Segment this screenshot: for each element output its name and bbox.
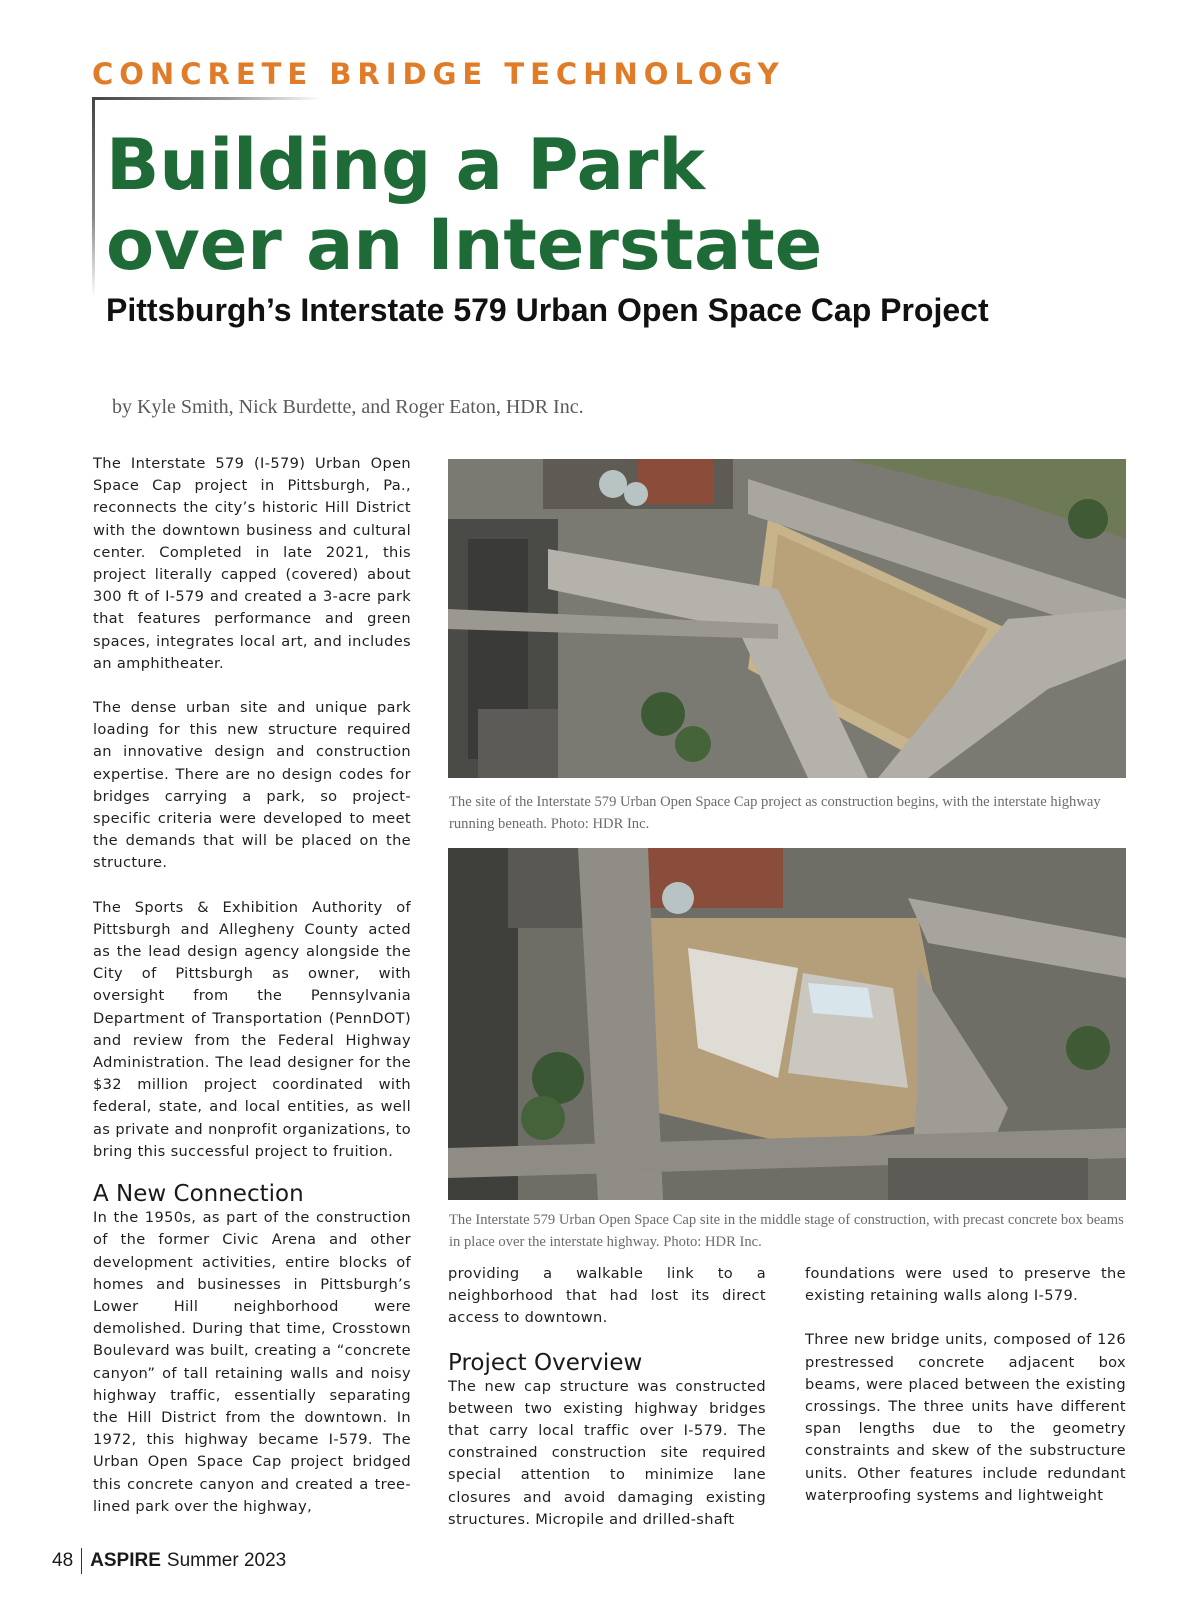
section-heading-project-overview: Project Overview xyxy=(448,1349,643,1376)
paragraph: The Interstate 579 (I-579) Urban Open Space Cap project in Pittsburgh, Pa., reconnects the city’s historic Hill District with the downtown business and cultural center. Completed in late 2021, this project literally capped (covered) about 300 ft of I-579 and created a 3-acre park that features performance and green spaces, integrates local art, and includes an amphitheater. xyxy=(93,455,411,672)
paragraph: Three new bridge units, composed of 126 prestressed concrete adjacent box beams, were placed between the existing crossings. The three units have different span lengths due to the geometry constraints and skew of the substructure units. Other features include redundant waterproofing systems and lightweight xyxy=(805,1331,1126,1504)
page-number: 48 xyxy=(52,1550,74,1571)
figure-caption-2: The Interstate 579 Urban Open Space Cap site in the middle stage of construction, with precast concrete box beams in place over the interstate highway. Photo: HDR Inc. xyxy=(449,1212,1124,1250)
header-rule-vertical xyxy=(92,97,95,297)
paragraph: The dense urban site and unique park loading for this new structure required an innovative design and construction expertise. There are no design codes for bridges carrying a park, so project-specific criteria were developed to meet the demands that will be placed on the structure. xyxy=(93,699,411,872)
section-kicker: CONCRETE BRIDGE TECHNOLOGY xyxy=(92,57,785,91)
magazine-name: ASPIRE xyxy=(90,1550,161,1571)
text-column-2 xyxy=(448,1263,766,1531)
header-rule-horizontal xyxy=(92,97,322,100)
headline-line-2: over an Interstate xyxy=(106,204,823,286)
page-footer xyxy=(52,1548,286,1574)
paragraph: The Sports & Exhibition Authority of Pittsburgh and Allegheny County acted as the lead design agency alongside the City of Pittsburgh as owner, with oversight from the Pennsylvania Department of Transportation (PennDOT) and review from the Federal Highway Administration. The lead designer for the $32 million project coordinated with federal, state, and local entities, as well as private and nonprofit organizations, to bring this successful project to fruition. xyxy=(93,898,411,1160)
text-column-3 xyxy=(805,1263,1126,1507)
figure-caption-1: The site of the Interstate 579 Urban Open Space Cap project as construction begins, with the interstate highway running beneath. Photo: HDR Inc. xyxy=(449,794,1101,832)
paragraph: providing a walkable link to a neighborhood that had lost its direct access to downtown. xyxy=(448,1265,766,1327)
paragraph: In the 1950s, as part of the construction of the former Civic Arena and other development activities, entire blocks of homes and businesses in Pittsburgh’s Lower Hill neighborhood were demolished. During that time, Crosstown Boulevard was built, creating a “concrete canyon” of tall retaining walls and noisy highway traffic, essentially separating the Hill District from the downtown. In 1972, this highway became I-579. The Urban Open Space Cap project bridged this concrete canyon and created a tree-lined park over the highway, xyxy=(93,1209,411,1515)
article-subhead: Pittsburgh’s Interstate 579 Urban Open Space Cap Project xyxy=(106,292,989,328)
section-heading-new-connection: A New Connection xyxy=(93,1181,304,1208)
aerial-photo-construction-start xyxy=(448,459,1126,778)
text-column-1 xyxy=(93,453,411,1518)
paragraph: The new cap structure was constructed between two existing highway bridges that carry local traffic over I-579. The constrained construction site required special attention to minimize lane closures and avoid damaging existing structures. Micropile and drilled-shaft xyxy=(448,1377,766,1528)
headline-line-1: Building a Park xyxy=(106,124,705,206)
aerial-photo-mid-construction xyxy=(448,848,1126,1200)
issue-label: Summer 2023 xyxy=(166,1550,287,1571)
article-headline xyxy=(106,125,1106,285)
paragraph: foundations were used to preserve the existing retaining walls along I-579. xyxy=(805,1265,1126,1305)
footer-divider xyxy=(81,1548,82,1574)
byline: by Kyle Smith, Nick Burdette, and Roger Eaton, HDR Inc. xyxy=(112,396,584,418)
